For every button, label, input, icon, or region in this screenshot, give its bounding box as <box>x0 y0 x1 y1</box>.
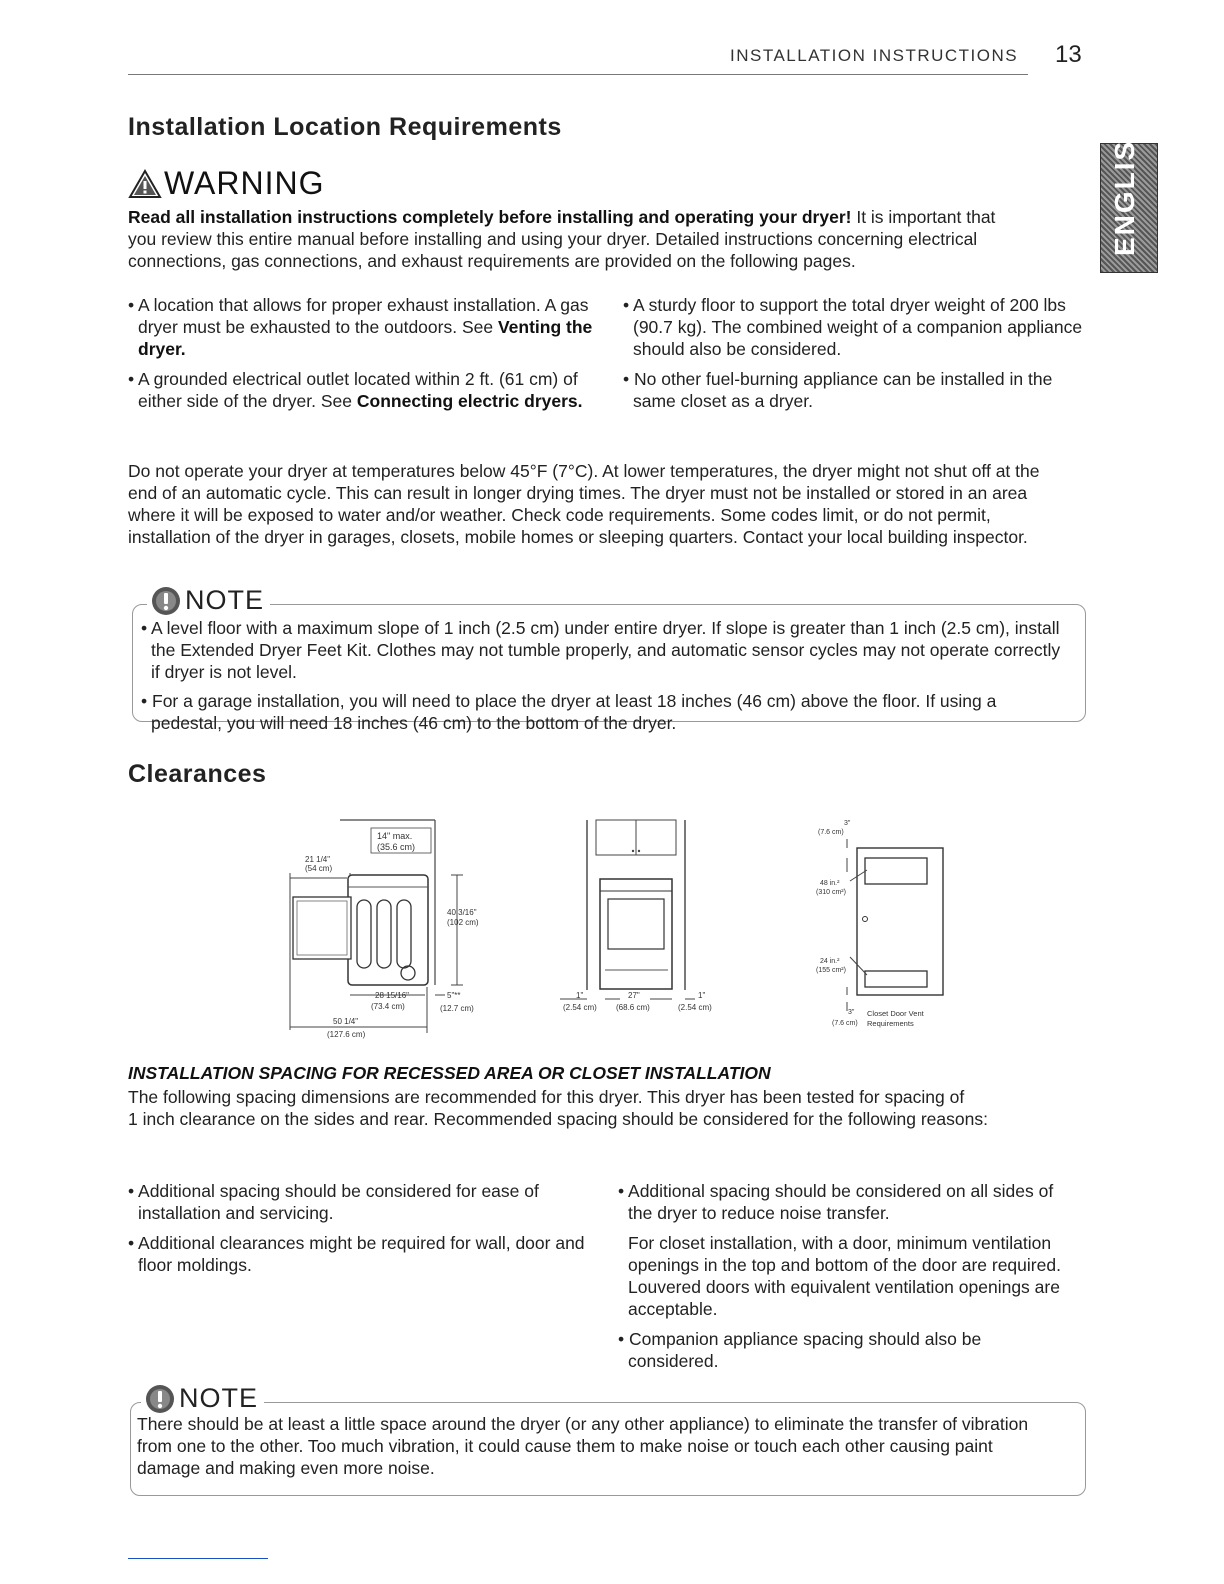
warning-line1: It is important that <box>851 207 996 227</box>
depth-in: 28 15/16" <box>375 991 409 1000</box>
note-box-2 <box>130 1383 1086 1496</box>
warning-triangle-icon <box>128 169 162 199</box>
list-item: • A location that allows for proper exhaust installation. A gas dryer must be exhausted to the outdoors. See Venting the dryer. <box>128 295 593 359</box>
list-item: • Companion appliance spacing should also be considered. <box>618 1329 982 1371</box>
top-gap-cm: (7.6 cm) <box>818 829 844 836</box>
warning-label: WARNING <box>164 165 325 201</box>
bottom-gap-cm: (7.6 cm) <box>832 1020 858 1027</box>
spacing-right-list <box>618 1180 1073 1372</box>
list-item: • For a garage installation, you will need to place the dryer at least 18 inches (46 cm) above the floor. If using a pedestal, you will need 18 inches (46 cm) to the bottom of the dryer. <box>141 691 997 733</box>
height-in: 40 3/16" <box>447 908 477 917</box>
section-title: Installation Location Requirements <box>128 113 562 141</box>
list-item: • No other fuel-burning appliance can be installed in the same closet as a dryer. <box>623 369 1053 411</box>
note-heading <box>147 585 270 616</box>
warning-bold: Read all installation instructions completely before installing and operating your dryer! <box>128 207 852 227</box>
max-gap-cm: (35.6 cm) <box>377 842 416 852</box>
spacing-heading: INSTALLATION SPACING FOR RECESSED AREA OR CLOSET INSTALLATION <box>128 1063 771 1083</box>
top-gap-in: 3" <box>844 820 851 827</box>
closet-paragraph: For closet installation, with a door, minimum ventilation openings in the top and bottom of the door are required. Louvered doors with equivalent ventilation openings are acceptable. <box>628 1233 1061 1319</box>
upper-vent-cm: (310 cm²) <box>816 889 846 896</box>
width-in: 27" <box>628 991 640 1000</box>
temperature-paragraph: Do not operate your dryer at temperatures below 45°F (7°C). At lower temperatures, the dryer might not shut off at the end of an automatic cycle. This can result in longer drying times. The dryer must not be installed or stored in an area where it will be exposed to water and/or weather. Check code requirements. Some codes limit, or do not permit, installation of the dryer in garages, closets, mobile homes or sleeping quarters. Contact your local building inspector. <box>128 461 1040 547</box>
figure-caption-1: Closet Door Vent <box>867 1009 924 1018</box>
list-item: • Additional clearances might be required for wall, door and floor moldings. <box>128 1233 585 1275</box>
figure-caption-2: Requirements <box>867 1019 914 1028</box>
right-gap-in: 1" <box>698 991 706 1000</box>
language-tab-label: ENGLISH <box>1109 117 1140 256</box>
bottom-gap-in: 3" <box>848 1009 855 1016</box>
note-label: NOTE <box>185 585 265 615</box>
side-clearance-diagram <box>285 815 515 1040</box>
front-clearance-diagram <box>560 815 740 1020</box>
list-item: • A level floor with a maximum slope of 1 inch (2.5 cm) under entire dryer. If slope is greater than 1 inch (2.5 cm), install the Extended Dryer Feet Kit. Clothes may not tumble properly, and automatic sensor cycles may not operate correctly if dryer is not level. <box>141 618 1061 682</box>
spacing-intro <box>128 1086 1088 1130</box>
left-gap-cm: (2.54 cm) <box>563 1003 597 1012</box>
list-item: • A sturdy floor to support the total dryer weight of 200 lbs (90.7 kg). The combined weight of a companion appliance should also be considered. <box>623 295 1083 359</box>
clearances-title: Clearances <box>128 760 267 788</box>
depth-cm: (73.4 cm) <box>371 1002 405 1011</box>
right-gap-cm: (2.54 cm) <box>678 1003 712 1012</box>
warning-heading <box>128 165 324 202</box>
warning-line3: connections, gas connections, and exhaust requirements are provided on the following pages. <box>128 251 856 271</box>
rear-in: 5"** <box>447 991 461 1000</box>
left-gap-in: 1" <box>576 991 584 1000</box>
info-icon <box>151 586 181 616</box>
list-item: • Additional spacing should be considered for ease of installation and servicing. <box>128 1181 539 1223</box>
lower-vent-in: 24 in.² <box>820 958 840 965</box>
spacing-intro-line1: The following spacing dimensions are recommended for this dryer. This dryer has been tested for spacing of <box>128 1087 965 1107</box>
note-text: There should be at least a little space around the dryer (or any other appliance) to eliminate the transfer of vibration from one to the other. Too much vibration, it could cause them to make noise or touch each other causing paint damage and making even more noise. <box>137 1414 1029 1478</box>
lower-vent-cm: (155 cm²) <box>816 967 846 974</box>
footer-rule <box>128 1558 268 1559</box>
max-gap-in: 14" max. <box>377 831 413 841</box>
note-heading <box>141 1383 264 1414</box>
width-cm: (68.6 cm) <box>616 1003 650 1012</box>
rear-cm: (12.7 cm) <box>440 1004 474 1013</box>
section-header: INSTALLATION INSTRUCTIONS <box>730 46 1019 65</box>
location-right-list <box>623 294 1091 412</box>
spacing-intro-line2: 1 inch clearance on the sides and rear. Recommended spacing should be considered for the following reasons: <box>128 1109 988 1129</box>
total-in: 50 1/4" <box>333 1017 359 1026</box>
warning-line2: you review this entire manual before installing and using your dryer. Detailed instructions concerning electrical <box>128 229 978 249</box>
list-item: • Additional spacing should be considered on all sides of the dryer to reduce noise transfer. <box>618 1181 1054 1223</box>
total-cm: (127.6 cm) <box>327 1030 366 1039</box>
door-depth-cm: (54 cm) <box>305 864 333 873</box>
upper-vent-in: 48 in.² <box>820 880 840 887</box>
page-number: 13 <box>1055 41 1082 68</box>
note-label: NOTE <box>179 1383 259 1413</box>
height-cm: (102 cm) <box>447 918 479 927</box>
list-item: • A grounded electrical outlet located within 2 ft. (61 cm) of either side of the dryer. See Connecting electric dryers. <box>128 369 583 411</box>
location-left-list <box>128 294 596 412</box>
header-divider <box>128 74 1028 75</box>
closet-vent-diagram <box>812 815 952 1030</box>
note-box <box>132 585 1086 733</box>
door-depth-in: 21 1/4" <box>305 855 331 864</box>
language-tab <box>1100 117 1158 273</box>
info-icon <box>145 1384 175 1414</box>
spacing-left-list <box>128 1180 588 1276</box>
warning-body <box>128 206 1088 272</box>
